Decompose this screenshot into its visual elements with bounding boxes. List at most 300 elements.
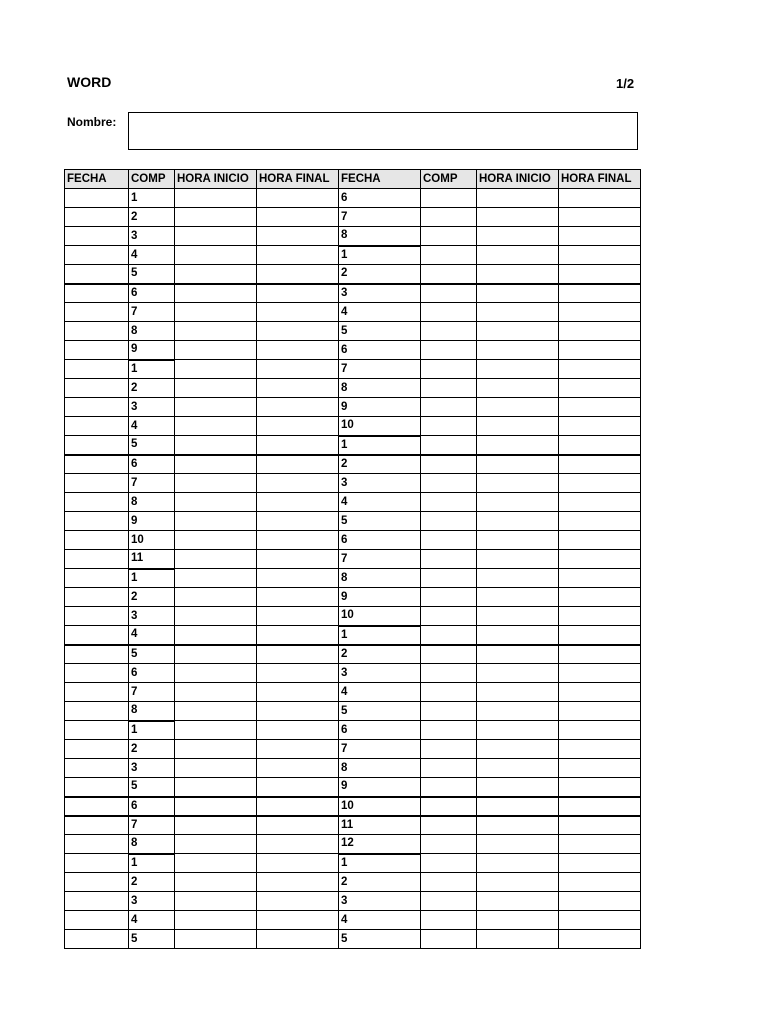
comp-cell[interactable] [421,436,477,455]
hora-inicio-cell[interactable] [477,474,559,493]
fecha-cell[interactable] [65,531,129,550]
hora-final-cell[interactable] [257,835,339,854]
fecha-cell[interactable] [65,322,129,341]
hora-inicio-cell[interactable] [477,626,559,645]
comp-cell[interactable] [421,721,477,740]
hora-inicio-cell[interactable] [175,417,257,436]
hora-inicio-cell[interactable] [175,911,257,930]
hora-final-cell[interactable] [257,246,339,265]
comp-cell[interactable] [421,512,477,531]
header-hora-final-2: HORA FINAL [559,170,641,189]
fecha-cell[interactable] [65,588,129,607]
hora-final-cell[interactable] [559,892,641,911]
hora-final-cell[interactable] [559,930,641,949]
hora-inicio-cell[interactable] [477,569,559,588]
hora-inicio-cell[interactable] [175,626,257,645]
fecha-cell[interactable] [65,740,129,759]
hora-final-cell[interactable] [257,797,339,816]
fecha-cell[interactable] [65,189,129,208]
hora-final-cell[interactable] [559,645,641,664]
fecha-cell[interactable] [65,721,129,740]
comp-cell: 1 [129,721,175,740]
hora-final-cell[interactable] [559,436,641,455]
header-comp: COMP [129,170,175,189]
header-hora-final: HORA FINAL [257,170,339,189]
hora-final-cell[interactable] [257,436,339,455]
hora-final-cell[interactable] [257,303,339,322]
hora-inicio-cell[interactable] [175,455,257,474]
table-row [65,208,641,227]
hora-final-cell[interactable] [559,778,641,797]
table-row [65,341,641,360]
hora-final-cell[interactable] [257,474,339,493]
comp-cell[interactable] [421,797,477,816]
hora-inicio-cell[interactable] [477,702,559,721]
hora-final-cell[interactable] [257,550,339,569]
hora-inicio-cell[interactable] [175,189,257,208]
fecha-cell[interactable] [65,892,129,911]
fecha-cell: 7 [339,208,421,227]
fecha-cell[interactable] [65,797,129,816]
fecha-cell[interactable] [65,607,129,626]
hora-final-cell[interactable] [559,531,641,550]
comp-cell[interactable] [421,626,477,645]
hora-inicio-cell[interactable] [477,512,559,531]
hora-inicio-cell[interactable] [175,816,257,835]
hora-final-cell[interactable] [559,721,641,740]
name-field[interactable] [128,112,638,150]
fecha-cell: 10 [339,417,421,436]
comp-cell: 2 [129,208,175,227]
hora-final-cell[interactable] [559,626,641,645]
fecha-cell[interactable] [65,683,129,702]
hora-final-cell[interactable] [257,607,339,626]
hora-final-cell[interactable] [257,493,339,512]
hora-final-cell[interactable] [559,683,641,702]
hora-final-cell[interactable] [559,208,641,227]
fecha-cell[interactable] [65,417,129,436]
fecha-cell[interactable] [65,873,129,892]
hora-final-cell[interactable] [257,911,339,930]
hora-inicio-cell[interactable] [175,759,257,778]
hora-final-cell[interactable] [257,512,339,531]
comp-cell: 3 [129,607,175,626]
hora-inicio-cell[interactable] [175,341,257,360]
comp-cell[interactable] [421,303,477,322]
hora-final-cell[interactable] [257,626,339,645]
fecha-cell[interactable] [65,835,129,854]
comp-cell: 7 [129,683,175,702]
hora-final-cell[interactable] [257,854,339,873]
comp-cell[interactable] [421,759,477,778]
comp-cell: 6 [129,797,175,816]
comp-cell[interactable] [421,474,477,493]
fecha-cell[interactable] [65,626,129,645]
hora-final-cell[interactable] [559,265,641,284]
hora-inicio-cell[interactable] [175,702,257,721]
comp-cell[interactable] [421,892,477,911]
header-fecha-2: FECHA [339,170,421,189]
fecha-cell[interactable] [65,398,129,417]
table-row [65,892,641,911]
fecha-cell[interactable] [65,645,129,664]
hora-inicio-cell[interactable] [477,683,559,702]
hora-inicio-cell[interactable] [477,246,559,265]
hora-inicio-cell[interactable] [477,208,559,227]
fecha-cell[interactable] [65,246,129,265]
fecha-cell[interactable] [65,512,129,531]
header-hora-inicio: HORA INICIO [175,170,257,189]
document-title: WORD [67,74,112,90]
name-label: Nombre: [67,115,117,129]
fecha-cell: 12 [339,835,421,854]
hora-inicio-cell[interactable] [175,721,257,740]
hora-inicio-cell[interactable] [477,740,559,759]
comp-cell[interactable] [421,246,477,265]
hora-inicio-cell[interactable] [175,892,257,911]
comp-cell[interactable] [421,341,477,360]
fecha-cell: 4 [339,303,421,322]
hora-inicio-cell[interactable] [477,816,559,835]
hora-final-cell[interactable] [559,854,641,873]
hora-inicio-cell[interactable] [175,303,257,322]
hora-inicio-cell[interactable] [175,436,257,455]
hora-final-cell[interactable] [559,379,641,398]
comp-cell[interactable] [421,854,477,873]
hora-final-cell[interactable] [559,816,641,835]
fecha-cell[interactable] [65,227,129,246]
hora-final-cell[interactable] [559,797,641,816]
hora-final-cell[interactable] [257,341,339,360]
hora-inicio-cell[interactable] [477,873,559,892]
hora-inicio-cell[interactable] [477,284,559,303]
hora-inicio-cell[interactable] [477,930,559,949]
fecha-cell: 11 [339,816,421,835]
hora-inicio-cell[interactable] [477,759,559,778]
hora-inicio-cell[interactable] [477,645,559,664]
comp-cell[interactable] [421,778,477,797]
hora-inicio-cell[interactable] [175,265,257,284]
hora-inicio-cell[interactable] [175,227,257,246]
fecha-cell: 6 [339,721,421,740]
hora-final-cell[interactable] [257,873,339,892]
comp-cell[interactable] [421,702,477,721]
comp-cell: 6 [129,664,175,683]
table-row [65,417,641,436]
hora-final-cell[interactable] [559,227,641,246]
hora-final-cell[interactable] [559,493,641,512]
hora-final-cell[interactable] [559,246,641,265]
comp-cell[interactable] [421,284,477,303]
hora-final-cell[interactable] [559,550,641,569]
comp-cell[interactable] [421,455,477,474]
hora-final-cell[interactable] [559,360,641,379]
hora-final-cell[interactable] [257,284,339,303]
comp-cell[interactable] [421,664,477,683]
comp-cell[interactable] [421,930,477,949]
hora-inicio-cell[interactable] [175,797,257,816]
hora-final-cell[interactable] [559,911,641,930]
comp-cell[interactable] [421,645,477,664]
hora-inicio-cell[interactable] [175,873,257,892]
fecha-cell[interactable] [65,911,129,930]
hora-inicio-cell[interactable] [477,664,559,683]
hora-inicio-cell[interactable] [477,854,559,873]
fecha-cell[interactable] [65,455,129,474]
fecha-cell[interactable] [65,550,129,569]
hora-final-cell[interactable] [559,873,641,892]
comp-cell: 8 [129,702,175,721]
table-row [65,474,641,493]
hora-inicio-cell[interactable] [477,531,559,550]
table-row [65,911,641,930]
hora-inicio-cell[interactable] [175,569,257,588]
comp-cell[interactable] [421,607,477,626]
hora-inicio-cell[interactable] [477,322,559,341]
hora-inicio-cell[interactable] [175,588,257,607]
fecha-cell: 4 [339,493,421,512]
hora-final-cell[interactable] [257,417,339,436]
fecha-cell[interactable] [65,702,129,721]
fecha-cell[interactable] [65,208,129,227]
hora-inicio-cell[interactable] [175,740,257,759]
hora-final-cell[interactable] [257,702,339,721]
comp-cell[interactable] [421,417,477,436]
hora-final-cell[interactable] [559,284,641,303]
fecha-cell[interactable] [65,379,129,398]
comp-cell[interactable] [421,683,477,702]
fecha-cell: 3 [339,284,421,303]
hora-final-cell[interactable] [559,398,641,417]
hora-inicio-cell[interactable] [477,398,559,417]
hora-final-cell[interactable] [559,512,641,531]
hora-inicio-cell[interactable] [175,550,257,569]
fecha-cell[interactable] [65,569,129,588]
hora-inicio-cell[interactable] [175,664,257,683]
hora-final-cell[interactable] [559,607,641,626]
fecha-cell[interactable] [65,493,129,512]
hora-inicio-cell[interactable] [175,930,257,949]
hora-final-cell[interactable] [257,569,339,588]
hora-inicio-cell[interactable] [477,436,559,455]
comp-cell: 8 [129,322,175,341]
hora-inicio-cell[interactable] [175,854,257,873]
fecha-cell: 7 [339,550,421,569]
table-row [65,759,641,778]
comp-cell: 4 [129,626,175,645]
hora-inicio-cell[interactable] [477,417,559,436]
fecha-cell[interactable] [65,360,129,379]
table-header-row [65,170,641,189]
hora-inicio-cell[interactable] [477,721,559,740]
hora-inicio-cell[interactable] [175,474,257,493]
comp-cell: 2 [129,588,175,607]
table-row [65,189,641,208]
comp-cell[interactable] [421,398,477,417]
hora-inicio-cell[interactable] [477,797,559,816]
hora-inicio-cell[interactable] [477,493,559,512]
comp-cell[interactable] [421,227,477,246]
hora-final-cell[interactable] [559,569,641,588]
hora-inicio-cell[interactable] [477,227,559,246]
hora-inicio-cell[interactable] [477,189,559,208]
hora-final-cell[interactable] [559,588,641,607]
comp-cell: 7 [129,303,175,322]
comp-cell: 7 [129,816,175,835]
hora-inicio-cell[interactable] [175,322,257,341]
fecha-cell[interactable] [65,930,129,949]
hora-final-cell[interactable] [257,664,339,683]
hora-final-cell[interactable] [257,778,339,797]
hora-final-cell[interactable] [559,702,641,721]
header-fecha: FECHA [65,170,129,189]
fecha-cell[interactable] [65,341,129,360]
fecha-cell[interactable] [65,265,129,284]
hora-inicio-cell[interactable] [477,835,559,854]
fecha-cell: 2 [339,873,421,892]
fecha-cell: 4 [339,911,421,930]
comp-cell[interactable] [421,740,477,759]
comp-cell[interactable] [421,816,477,835]
table-row [65,740,641,759]
hora-final-cell[interactable] [257,227,339,246]
fecha-cell[interactable] [65,284,129,303]
hora-inicio-cell[interactable] [477,341,559,360]
hora-inicio-cell[interactable] [175,778,257,797]
hora-final-cell[interactable] [257,455,339,474]
comp-cell[interactable] [421,208,477,227]
table-body [65,189,641,949]
hora-inicio-cell[interactable] [175,398,257,417]
hora-final-cell[interactable] [257,531,339,550]
hora-inicio-cell[interactable] [477,550,559,569]
fecha-cell: 1 [339,854,421,873]
hora-final-cell[interactable] [257,265,339,284]
comp-cell[interactable] [421,493,477,512]
table-row [65,930,641,949]
hora-final-cell[interactable] [257,379,339,398]
hora-final-cell[interactable] [559,322,641,341]
hora-inicio-cell[interactable] [175,284,257,303]
hora-inicio-cell[interactable] [175,835,257,854]
hora-inicio-cell[interactable] [175,645,257,664]
hora-final-cell[interactable] [559,664,641,683]
hora-inicio-cell[interactable] [175,607,257,626]
hora-inicio-cell[interactable] [477,588,559,607]
hora-inicio-cell[interactable] [175,493,257,512]
fecha-cell[interactable] [65,436,129,455]
hora-final-cell[interactable] [257,759,339,778]
hora-final-cell[interactable] [559,455,641,474]
hora-inicio-cell[interactable] [175,512,257,531]
header-hora-inicio-2: HORA INICIO [477,170,559,189]
hora-final-cell[interactable] [257,322,339,341]
hora-inicio-cell[interactable] [477,778,559,797]
comp-cell[interactable] [421,911,477,930]
hora-final-cell[interactable] [559,835,641,854]
hora-final-cell[interactable] [257,189,339,208]
comp-cell[interactable] [421,873,477,892]
fecha-cell[interactable] [65,474,129,493]
fecha-cell[interactable] [65,778,129,797]
fecha-cell[interactable] [65,303,129,322]
hora-final-cell[interactable] [257,816,339,835]
hora-inicio-cell[interactable] [175,531,257,550]
hora-inicio-cell[interactable] [477,607,559,626]
hora-final-cell[interactable] [559,740,641,759]
comp-cell[interactable] [421,588,477,607]
comp-cell[interactable] [421,379,477,398]
hora-final-cell[interactable] [559,189,641,208]
table-row [65,702,641,721]
hora-final-cell[interactable] [257,588,339,607]
fecha-cell: 9 [339,398,421,417]
hora-inicio-cell[interactable] [477,892,559,911]
hora-final-cell[interactable] [257,740,339,759]
hora-final-cell[interactable] [257,892,339,911]
hora-final-cell[interactable] [559,417,641,436]
comp-cell[interactable] [421,189,477,208]
hora-inicio-cell[interactable] [477,303,559,322]
hora-final-cell[interactable] [257,398,339,417]
hora-inicio-cell[interactable] [175,379,257,398]
table-row [65,816,641,835]
hora-inicio-cell[interactable] [477,265,559,284]
comp-cell: 3 [129,227,175,246]
hora-inicio-cell[interactable] [175,208,257,227]
hora-final-cell[interactable] [559,303,641,322]
hora-inicio-cell[interactable] [477,360,559,379]
table-row [65,550,641,569]
table-row [65,227,641,246]
hora-inicio-cell[interactable] [175,360,257,379]
hora-final-cell[interactable] [257,360,339,379]
hora-final-cell[interactable] [257,208,339,227]
fecha-cell[interactable] [65,854,129,873]
comp-cell: 1 [129,360,175,379]
comp-cell[interactable] [421,322,477,341]
hora-inicio-cell[interactable] [477,379,559,398]
hora-inicio-cell[interactable] [477,455,559,474]
comp-cell[interactable] [421,550,477,569]
fecha-cell: 5 [339,512,421,531]
hora-final-cell[interactable] [257,721,339,740]
hora-final-cell[interactable] [559,341,641,360]
comp-cell[interactable] [421,265,477,284]
comp-cell: 6 [129,284,175,303]
fecha-cell[interactable] [65,759,129,778]
hora-final-cell[interactable] [559,759,641,778]
hora-inicio-cell[interactable] [175,683,257,702]
hora-final-cell[interactable] [257,930,339,949]
fecha-cell: 1 [339,626,421,645]
fecha-cell[interactable] [65,664,129,683]
comp-cell[interactable] [421,531,477,550]
comp-cell[interactable] [421,360,477,379]
fecha-cell: 1 [339,246,421,265]
table-row [65,379,641,398]
hora-inicio-cell[interactable] [477,911,559,930]
comp-cell[interactable] [421,569,477,588]
fecha-cell[interactable] [65,816,129,835]
hora-final-cell[interactable] [257,645,339,664]
table-row [65,835,641,854]
hora-inicio-cell[interactable] [175,246,257,265]
fecha-cell: 5 [339,322,421,341]
comp-cell[interactable] [421,835,477,854]
hora-final-cell[interactable] [559,474,641,493]
hora-final-cell[interactable] [257,683,339,702]
